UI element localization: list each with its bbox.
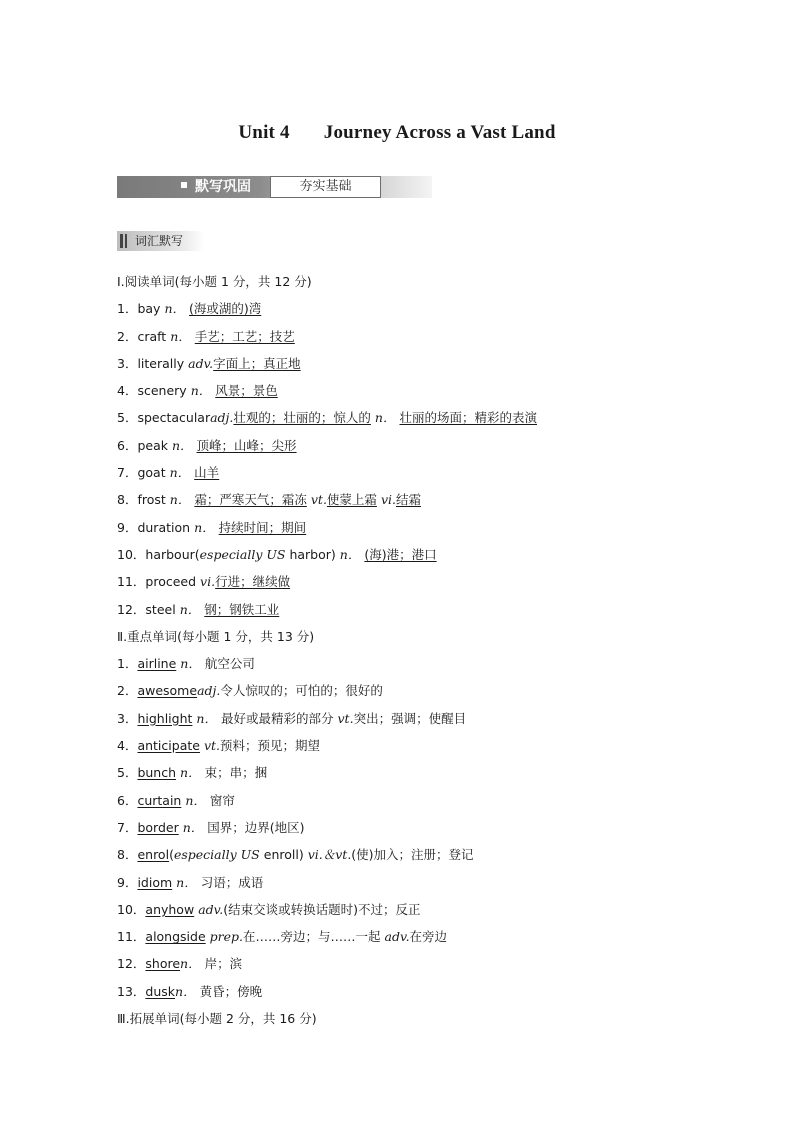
list-item: 13．duskn． 黄昏；傍晚 [117, 983, 263, 999]
section-banner [117, 176, 432, 198]
list-item: 3．literally adv.字面上；真正地 [117, 355, 301, 371]
list-item: 4．anticipate vt.预料；预见；期望 [117, 738, 321, 754]
list-item: 1．bay n． (海或湖的)湾 [117, 301, 262, 317]
list-item: 3．highlight n． 最好或最精彩的部分 vt.突出；强调；使醒目 [117, 710, 467, 726]
banner-left-text: 默写巩固 [195, 179, 251, 195]
square-bullet-icon [181, 182, 187, 188]
list-item: 6．curtain n． 窗帘 [117, 792, 235, 808]
list-item: 9．idiom n． 习语；成语 [117, 874, 264, 890]
list-item: 12．steel n． 钢；钢铁工业 [117, 601, 280, 617]
list-item: 11．proceed vi.行进；继续做 [117, 574, 291, 590]
list-item: 2．craft n． 手艺；工艺；技艺 [117, 328, 295, 344]
list-item: 5．bunch n． 束；串；捆 [117, 765, 268, 781]
list-item: 4．scenery n． 风景；景色 [117, 383, 278, 399]
list-item: 5．spectacularadj.壮观的；壮丽的；惊人的 n． 壮丽的场面；精彩的表演 [117, 410, 537, 426]
banner-left [181, 177, 251, 197]
unit-label: Unit 4 [238, 122, 290, 143]
section-heading-extended: Ⅲ.拓展单词(每小题 2 分，共 16 分) [117, 1011, 317, 1027]
banner-right: 夯实基础 [270, 176, 381, 198]
list-item: 6．peak n． 顶峰；山峰；尖形 [117, 437, 297, 453]
vocab-list [117, 268, 757, 1032]
list-item: 10．anyhow adv.(结束交谈或转换话题时)不过；反正 [117, 901, 421, 917]
subhead-text: 词汇默写 [135, 234, 184, 248]
list-item: 2．awesomeadj.令人惊叹的；可怕的；很好的 [117, 683, 383, 699]
section-heading-reading: Ⅰ.阅读单词(每小题 1 分，共 12 分) [117, 274, 312, 289]
list-item: 8．frost n． 霜；严寒天气；霜冻 vt.使蒙上霜 vi.结霜 [117, 492, 421, 508]
unit-name: Journey Across a Vast Land [323, 122, 556, 143]
subhead-marker-icon-2 [125, 234, 127, 248]
subhead-marker-icon [120, 234, 123, 248]
list-item: 7．border n． 国界；边界(地区) [117, 819, 305, 835]
list-item: 12．shoren． 岸；滨 [117, 956, 243, 972]
section-heading-key: Ⅱ.重点单词(每小题 1 分，共 13 分) [117, 628, 315, 644]
list-item: 9．duration n． 持续时间；期间 [117, 519, 307, 535]
list-item: 1．airline n． 航空公司 [117, 656, 255, 672]
list-item: 8．enrol(especially US enroll) vi.＆vt.(使)加入；注册；登记 [117, 847, 474, 863]
list-item: 10．harbour(especially US harbor) n． (海)港；港口 [117, 546, 437, 562]
page-title [0, 122, 794, 144]
list-item: 11．alongside prep.在……旁边；与……一起 adv.在旁边 [117, 929, 448, 945]
list-item: 7．goat n． 山羊 [117, 465, 220, 481]
vocab-subhead [117, 231, 205, 251]
